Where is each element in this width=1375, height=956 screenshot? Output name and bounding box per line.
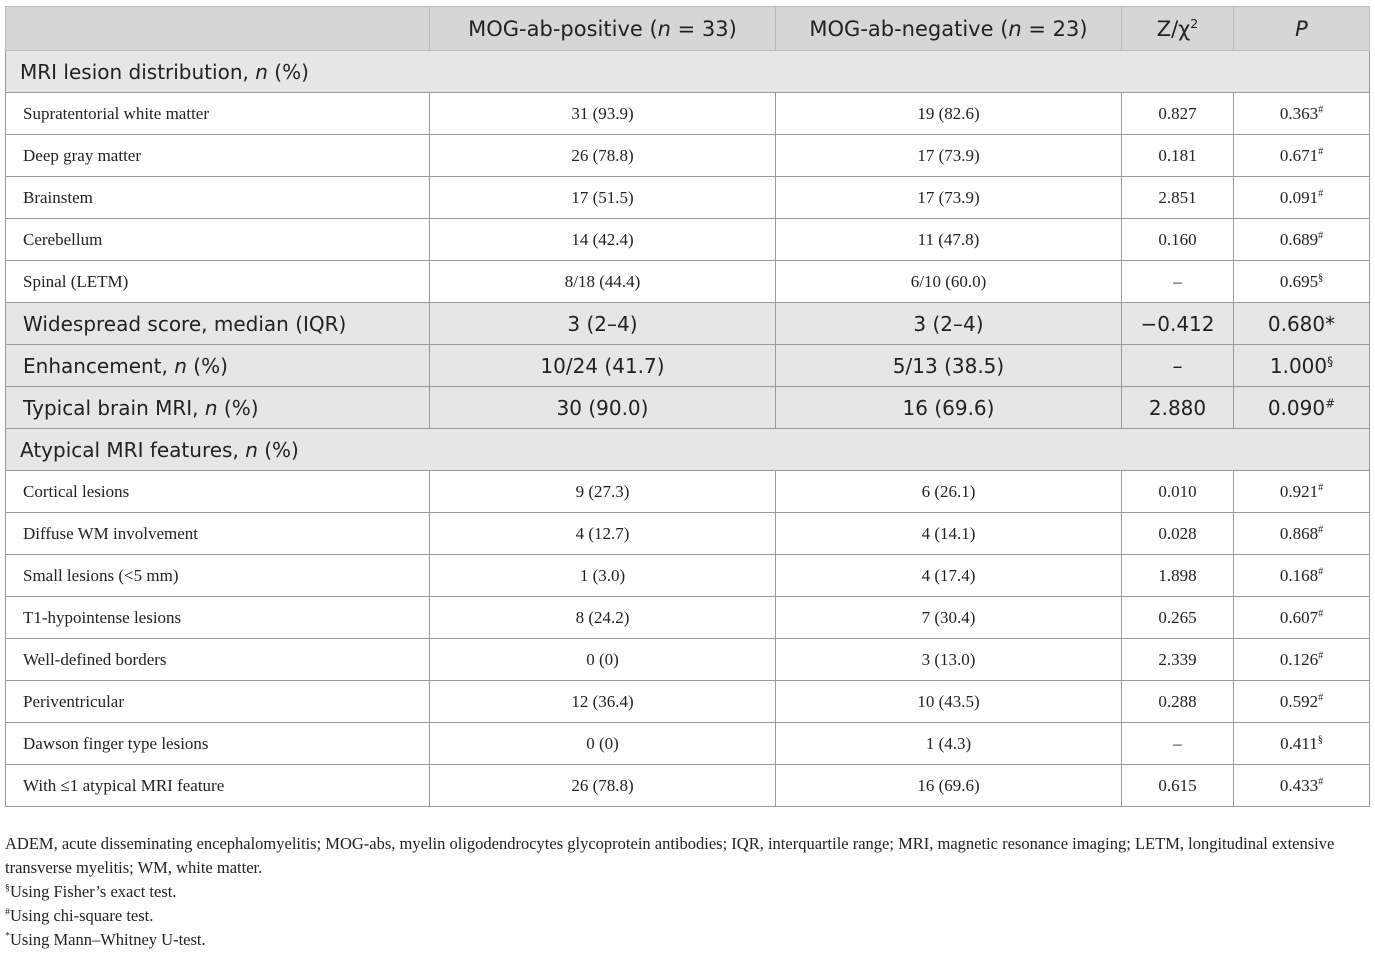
cell-positive: 10/24 (41.7) [430, 345, 776, 387]
cell-negative: 3 (2–4) [776, 303, 1122, 345]
cell-p: 0.671# [1234, 135, 1370, 177]
cell-p: 0.091# [1234, 177, 1370, 219]
cell-p: 0.126# [1234, 639, 1370, 681]
row-label: Small lesions (<5 mm) [6, 555, 430, 597]
table-row [6, 219, 1370, 261]
cell-negative: 6 (26.1) [776, 471, 1122, 513]
cell-negative: 7 (30.4) [776, 597, 1122, 639]
table-row [6, 261, 1370, 303]
cell-statistic: – [1122, 345, 1234, 387]
cell-statistic: 0.028 [1122, 513, 1234, 555]
row-label: Diffuse WM involvement [6, 513, 430, 555]
table-row [6, 555, 1370, 597]
cell-negative: 4 (17.4) [776, 555, 1122, 597]
cell-negative: 19 (82.6) [776, 93, 1122, 135]
cell-negative: 11 (47.8) [776, 219, 1122, 261]
cell-p: 0.868# [1234, 513, 1370, 555]
row-label: Spinal (LETM) [6, 261, 430, 303]
cell-p: 0.168# [1234, 555, 1370, 597]
cell-statistic: 0.265 [1122, 597, 1234, 639]
table-row [6, 723, 1370, 765]
section-title: Atypical MRI features, n (%) [6, 429, 1370, 471]
cell-negative: 3 (13.0) [776, 639, 1122, 681]
cell-positive: 12 (36.4) [430, 681, 776, 723]
header-mog-positive: MOG-ab-positive (n = 33) [430, 7, 776, 51]
cell-statistic: 0.615 [1122, 765, 1234, 807]
cell-p: 0.411§ [1234, 723, 1370, 765]
table-row [6, 639, 1370, 681]
row-label: Supratentorial white matter [6, 93, 430, 135]
footnote-fisher: §Using Fisher’s exact test. [5, 882, 177, 901]
row-widespread-score [6, 303, 1370, 345]
cell-p: 0.363# [1234, 93, 1370, 135]
cell-positive: 8 (24.2) [430, 597, 776, 639]
mri-features-table [5, 6, 1370, 807]
row-enhancement [6, 345, 1370, 387]
table-footnotes [5, 832, 1369, 952]
cell-negative: 16 (69.6) [776, 387, 1122, 429]
table-row [6, 597, 1370, 639]
table-row [6, 681, 1370, 723]
row-label: Periventricular [6, 681, 430, 723]
footnote-mann-whitney: *Using Mann–Whitney U-test. [5, 930, 206, 949]
cell-statistic: −0.412 [1122, 303, 1234, 345]
table-row [6, 135, 1370, 177]
cell-positive: 17 (51.5) [430, 177, 776, 219]
cell-positive: 9 (27.3) [430, 471, 776, 513]
cell-statistic: 2.880 [1122, 387, 1234, 429]
cell-p: 0.607# [1234, 597, 1370, 639]
cell-positive: 14 (42.4) [430, 219, 776, 261]
cell-statistic: 0.288 [1122, 681, 1234, 723]
cell-negative: 5/13 (38.5) [776, 345, 1122, 387]
footnote-chi-square: #Using chi-square test. [5, 906, 154, 925]
cell-positive: 30 (90.0) [430, 387, 776, 429]
cell-positive: 4 (12.7) [430, 513, 776, 555]
cell-statistic: – [1122, 261, 1234, 303]
cell-p: 0.689# [1234, 219, 1370, 261]
cell-statistic: 2.851 [1122, 177, 1234, 219]
cell-positive: 31 (93.9) [430, 93, 776, 135]
table-row [6, 177, 1370, 219]
row-label: Dawson finger type lesions [6, 723, 430, 765]
cell-statistic: 0.010 [1122, 471, 1234, 513]
section-title: MRI lesion distribution, n (%) [6, 51, 1370, 93]
row-typical-brain-mri [6, 387, 1370, 429]
cell-p: 0.592# [1234, 681, 1370, 723]
table-container [5, 6, 1369, 807]
cell-statistic: 1.898 [1122, 555, 1234, 597]
row-label: Widespread score, median (IQR) [6, 303, 430, 345]
section-lesion-distribution [6, 51, 1370, 93]
cell-p: 0.695§ [1234, 261, 1370, 303]
cell-positive: 0 (0) [430, 723, 776, 765]
cell-p: 0.433# [1234, 765, 1370, 807]
cell-p: 0.921# [1234, 471, 1370, 513]
table-header-row [6, 7, 1370, 51]
cell-negative: 1 (4.3) [776, 723, 1122, 765]
cell-positive: 26 (78.8) [430, 765, 776, 807]
header-p-value: P [1234, 7, 1370, 51]
section-atypical-features [6, 429, 1370, 471]
row-label: T1-hypointense lesions [6, 597, 430, 639]
cell-negative: 10 (43.5) [776, 681, 1122, 723]
cell-negative: 6/10 (60.0) [776, 261, 1122, 303]
table-row [6, 513, 1370, 555]
cell-p: 0.680* [1234, 303, 1370, 345]
footnote-abbreviations: ADEM, acute disseminating encephalomyelitis; MOG-abs, myelin oligodendrocytes glycoprotein antibodies; IQR, interquartile range; MRI, magnetic resonance imaging; LETM, longitudinal extensive transverse myelitis; WM, white matter. [5, 834, 1335, 877]
cell-positive: 3 (2–4) [430, 303, 776, 345]
header-blank [6, 7, 430, 51]
row-label: Deep gray matter [6, 135, 430, 177]
row-label: Well-defined borders [6, 639, 430, 681]
header-mog-negative: MOG-ab-negative (n = 23) [776, 7, 1122, 51]
cell-statistic: 0.160 [1122, 219, 1234, 261]
cell-negative: 16 (69.6) [776, 765, 1122, 807]
cell-p: 0.090# [1234, 387, 1370, 429]
row-label: Cortical lesions [6, 471, 430, 513]
cell-negative: 4 (14.1) [776, 513, 1122, 555]
row-label: Cerebellum [6, 219, 430, 261]
cell-statistic: 0.181 [1122, 135, 1234, 177]
cell-negative: 17 (73.9) [776, 177, 1122, 219]
cell-positive: 0 (0) [430, 639, 776, 681]
row-label: Typical brain MRI, n (%) [6, 387, 430, 429]
cell-negative: 17 (73.9) [776, 135, 1122, 177]
cell-positive: 26 (78.8) [430, 135, 776, 177]
row-label: Brainstem [6, 177, 430, 219]
cell-statistic: – [1122, 723, 1234, 765]
cell-statistic: 2.339 [1122, 639, 1234, 681]
table-row [6, 93, 1370, 135]
table-row [6, 471, 1370, 513]
cell-p: 1.000§ [1234, 345, 1370, 387]
row-label: Enhancement, n (%) [6, 345, 430, 387]
cell-positive: 1 (3.0) [430, 555, 776, 597]
table-row [6, 765, 1370, 807]
cell-statistic: 0.827 [1122, 93, 1234, 135]
cell-positive: 8/18 (44.4) [430, 261, 776, 303]
header-statistic: $Z/\chi^2$ [1122, 7, 1234, 51]
row-label: With ≤1 atypical MRI feature [6, 765, 430, 807]
